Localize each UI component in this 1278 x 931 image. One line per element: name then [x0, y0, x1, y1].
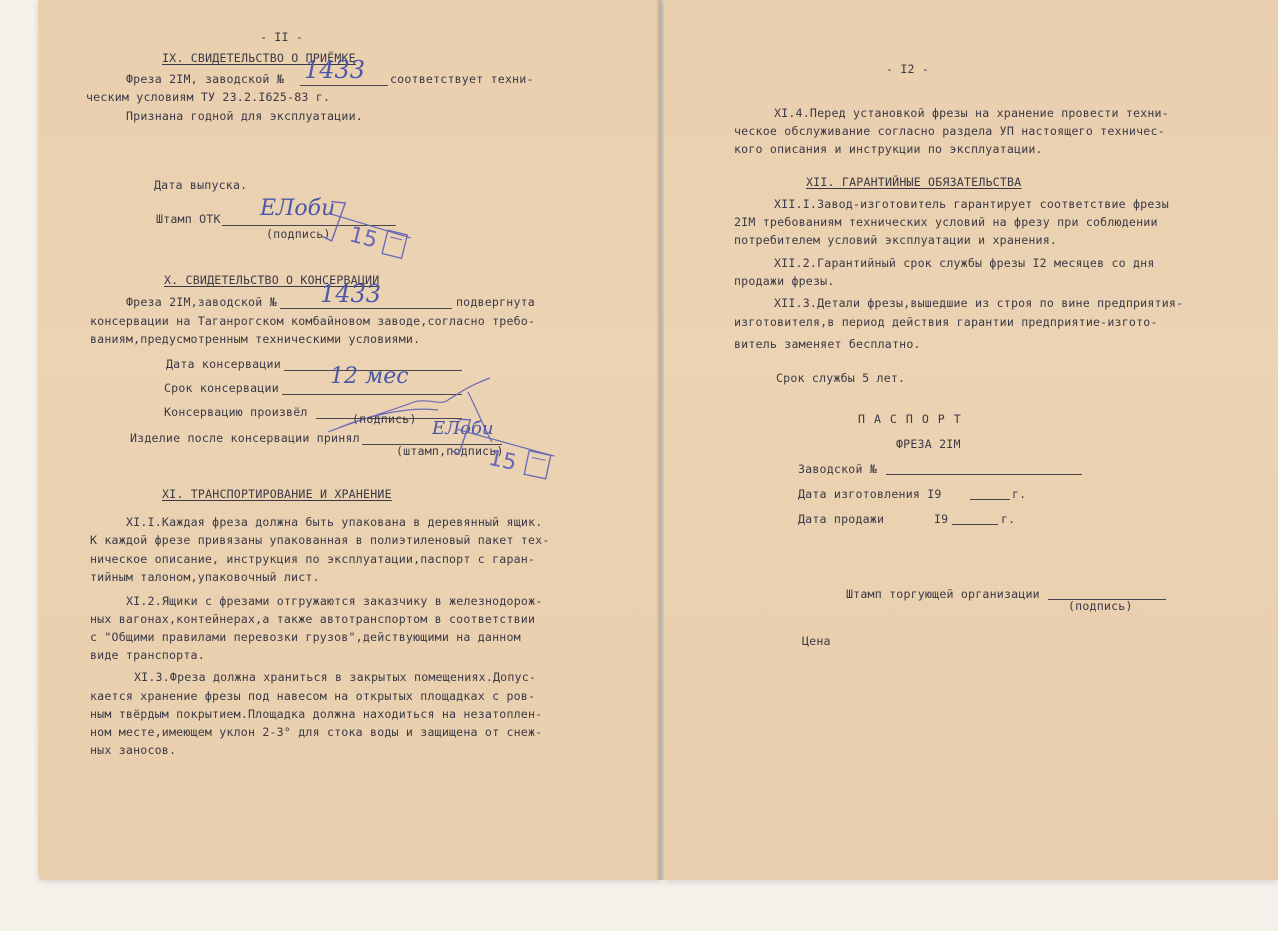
text-line: витель заменяет бесплатно.: [734, 337, 921, 351]
passport-title: П А С П О Р Т: [858, 412, 962, 426]
stamp-signature-caption: (штамп,подпись): [396, 444, 504, 458]
manufacture-date-label: Дата изготовления I9: [798, 487, 942, 501]
accepted-label: Изделие после консервации принял: [130, 431, 360, 445]
stamp-number: 15: [486, 445, 519, 477]
text-line: ных вагонах,контейнерах,а также автотранспортом в соответствии: [90, 612, 536, 626]
text-line: 2IM требованиям технических условий на фрезу при соблюдении: [734, 215, 1158, 229]
sale-year-underline: [952, 524, 998, 525]
year-suffix: г.: [1012, 487, 1027, 501]
text-line: ваниям,предусмотренным техническими условиями.: [90, 332, 421, 346]
manufacture-year-underline: [970, 499, 1010, 500]
page-number: - II -: [260, 30, 304, 44]
serial-underline: [300, 85, 388, 86]
year-suffix: г.: [1001, 512, 1016, 526]
right-page: [664, 0, 1278, 880]
stamp-number: 15: [346, 222, 380, 254]
signature-caption: (подпись): [1068, 599, 1133, 613]
text-line: ном месте,имеющем уклон 2-3° для стока воды и защищена от снеж-: [90, 725, 543, 739]
signature-caption: (подпись): [266, 227, 331, 241]
text-line: ническое описание, инструкция по эксплуатации,паспорт с гаран-: [90, 552, 536, 566]
text-line: соответствует техни-: [390, 72, 534, 86]
text-line: XI.4.Перед установкой фрезы на хранение провести техни-: [774, 106, 1169, 120]
sale-year-prefix: I9: [934, 512, 949, 526]
trade-stamp-label: Штамп торгующей организации: [846, 587, 1040, 601]
text-line: кого описания и инструкции по эксплуатации.: [734, 142, 1043, 156]
text-line: Фреза 2IM,заводской №: [126, 295, 277, 309]
text-line: кается хранение фрезы под навесом на открытых площадках с ров-: [90, 689, 536, 703]
text-line: XII.I.Завод-изготовитель гарантирует соответствие фрезы: [774, 197, 1169, 211]
section-title-acceptance: IX. СВИДЕТЕЛЬСТВО О ПРИЁМКЕ: [162, 51, 356, 65]
text-line: подвергнута: [456, 295, 535, 309]
conservation-date-label: Дата консервации: [166, 357, 281, 371]
text-line: консервации на Таганрогском комбайновом заводе,согласно требо-: [90, 314, 536, 328]
handwritten-serial: 1433: [320, 280, 382, 308]
conservation-term-label: Срок консервации: [164, 381, 279, 395]
release-date-label: Дата выпуска.: [154, 178, 248, 192]
text-line: изготовителя,в период действия гарантии предприятие-изгото-: [734, 315, 1158, 329]
inspection-stamp: [320, 206, 420, 266]
sale-date-label: Дата продажи: [798, 512, 885, 526]
signature-caption: (подпись): [352, 412, 417, 426]
text-line: ческое обслуживание согласно раздела УП настоящего техничес-: [734, 124, 1165, 138]
text-line: тийным талоном,упаковочный лист.: [90, 570, 320, 584]
price-label: Цена: [802, 634, 831, 648]
handwritten-signature: ЕЛоби: [260, 196, 336, 221]
handwritten-serial: 1433: [304, 56, 366, 84]
factory-number-label: Заводской №: [798, 462, 877, 476]
text-line: XI.3.Фреза должна храниться в закрытых помещениях.Допус-: [134, 670, 537, 684]
passport-subtitle: ФРЕЗА 2IM: [896, 437, 961, 451]
section-title-warranty: XII. ГАРАНТИЙНЫЕ ОБЯЗАТЕЛЬСТВА: [806, 175, 1022, 189]
text-line: с "Общими правилами перевозки грузов",действующими на данном: [90, 630, 521, 644]
text-line: XII.3.Детали фрезы,вышедшие из строя по вине предприятия-: [774, 296, 1184, 310]
serial-underline: [280, 308, 452, 309]
section-title-conservation: X. СВИДЕТЕЛЬСТВО О КОНСЕРВАЦИИ: [164, 273, 380, 287]
text-line: виде транспорта.: [90, 648, 205, 662]
text-line: продажи фрезы.: [734, 274, 835, 288]
section-title-transport: XI. ТРАНСПОРТИРОВАНИЕ И ХРАНЕНИЕ: [162, 487, 392, 501]
text-line: ным твёрдым покрытием.Площадка должна находиться на незатоплен-: [90, 707, 543, 721]
page-number: - I2 -: [886, 62, 930, 76]
left-page: [38, 0, 660, 880]
handwritten-signature: ЕЛоби: [432, 418, 494, 439]
text-line: К каждой фрезе привязаны упакованная в полиэтиленовый пакет тех-: [90, 533, 550, 547]
service-life: Срок службы 5 лет.: [776, 371, 906, 385]
text-line: Признана годной для эксплуатации.: [126, 109, 363, 123]
text-line: XI.I.Каждая фреза должна быть упакована в деревянный ящик.: [126, 515, 543, 529]
text-line: XII.2.Гарантийный срок службы фрезы I2 месяцев со дня: [774, 256, 1155, 270]
text-line: потребителем условий эксплуатации и хранения.: [734, 233, 1058, 247]
text-line: XI.2.Ящики с фрезами отгружаются заказчику в железнодорож-: [126, 594, 543, 608]
factory-number-underline: [886, 474, 1082, 475]
text-line: ческим условиям ТУ 23.2.I625-83 г.: [86, 90, 331, 104]
text-line: ных заносов.: [90, 743, 177, 757]
inspection-stamp: [446, 424, 566, 486]
handwritten-term: 12 мес: [330, 364, 409, 389]
conservation-performed-label: Консервацию произвёл: [164, 405, 308, 419]
text-line: Фреза 2IM, заводской №: [126, 72, 284, 86]
otk-stamp-label: Штамп ОТК: [156, 212, 221, 226]
